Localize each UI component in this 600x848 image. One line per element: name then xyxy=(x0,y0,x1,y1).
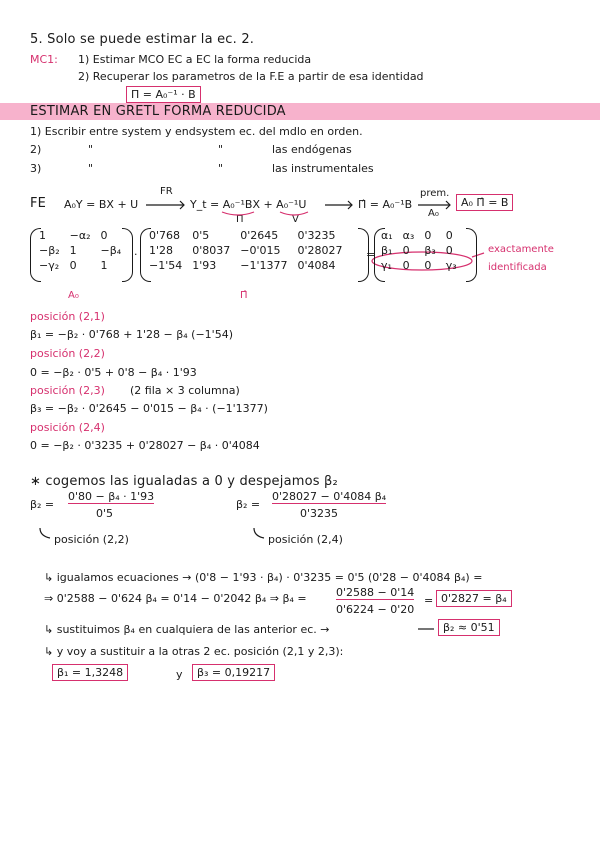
other-line: ↳ y voy a sustituir a la otras 2 ec. posición (2,1 y 2,3): xyxy=(44,645,344,658)
b2-result-box: β₂ ≈ 0'51 xyxy=(438,619,500,636)
equate-line-2: ⇒ 0'2588 − 0'624 β₄ = 0'14 − 0'2042 β₄ ⇒ β₄ = xyxy=(44,592,307,605)
underbrace-pi-icon xyxy=(222,212,254,215)
pos23-note: (2 fila × 3 columna) xyxy=(130,384,240,397)
b2-left-denominator: 0'5 xyxy=(96,507,114,520)
pi-hat-equation: Π̂ = A₀⁻¹B xyxy=(358,198,413,211)
mc1-step1: 1) Estimar MCO EC a EC la forma reducida xyxy=(78,53,312,66)
b2-right-lhs: β₂ = xyxy=(236,498,261,511)
gretl-step3-text: las instrumentales xyxy=(272,162,374,175)
b2-right-numerator: 0'28027 − 0'4084 β₄ xyxy=(272,490,387,503)
y-word: y xyxy=(176,668,183,681)
b4-result-box: 0'2827 = β₄ xyxy=(436,590,512,607)
equate-equals: = xyxy=(424,594,434,607)
matrix-a0: 1 −α₂ 0 −β₂ 1 −β₄ −γ₂ 0 1 xyxy=(39,229,122,272)
pos23-label: posición (2,3) xyxy=(30,384,105,397)
pos24-label: posición (2,4) xyxy=(30,421,105,434)
gretl-step2-num: 2) xyxy=(30,143,42,156)
ditto-mark: " xyxy=(88,143,94,156)
ditto-mark: " xyxy=(218,143,224,156)
equate-frac-den: 0'6224 − 0'20 xyxy=(336,603,415,616)
title-line: 5. Solo se puede estimar la ec. 2. xyxy=(30,32,255,47)
pos22-equation: 0 = −β₂ · 0'5 + 0'8 − β₄ · 1'93 xyxy=(30,366,197,379)
matrix-b-right-bracket xyxy=(466,228,477,282)
fe-label: FE xyxy=(30,196,47,211)
mc1-step2: 2) Recuperar los parametros de la F.E a partir de esa identidad xyxy=(78,70,424,83)
subst-line: ↳ sustituimos β₄ en cualquiera de las anterior ec. → xyxy=(44,623,330,636)
prem-sub: A₀ xyxy=(428,208,439,219)
exact-note-2: identificada xyxy=(488,262,547,273)
prem-label: prem. xyxy=(420,188,450,199)
b2-left-numerator: 0'80 − β₄ · 1'93 xyxy=(68,490,155,503)
identity-box: Π = A₀⁻¹ · B xyxy=(126,86,201,103)
fe-equation: A₀Y = BX + U xyxy=(64,198,139,211)
pos23-equation: β₃ = −β₂ · 0'2645 − 0'015 − β₄ · (−1'1377) xyxy=(30,402,268,415)
matrix-pi: 0'768 0'5 0'2645 0'3235 1'28 0'8037 −0'015 0'28027 −1'54 1'93 −1'1377 0'4084 xyxy=(149,229,343,272)
gretl-step2-text: las endógenas xyxy=(272,143,352,156)
fr-label: FR xyxy=(160,186,173,197)
ditto-mark: " xyxy=(88,162,94,175)
b2-left-ref: posición (2,2) xyxy=(54,533,129,546)
matrix-b: α₁ α₃ 0 0 β₁ 0 β₃ 0 γ₁ 0 0 γ₃ xyxy=(381,229,457,272)
ditto-mark: " xyxy=(218,162,224,175)
fr-equation: Y_t = A₀⁻¹BX + A₀⁻¹U xyxy=(190,198,307,211)
equate-frac-num: 0'2588 − 0'14 xyxy=(336,586,415,599)
matrix-pi-label: Π̂ xyxy=(240,290,248,301)
dot-operator: · xyxy=(134,248,138,261)
pos22-label: posición (2,2) xyxy=(30,347,105,360)
matrix-a0-label: A₀ xyxy=(68,290,79,301)
mc1-label: MC1: xyxy=(30,53,58,66)
b2-right-denominator: 0'3235 xyxy=(300,507,339,520)
gretl-step3-num: 3) xyxy=(30,162,42,175)
pos21-equation: β₁ = −β₂ · 0'768 + 1'28 − β₄ (−1'54) xyxy=(30,328,233,341)
star-note: ∗ cogemos las igualadas a 0 y despejamos β₂ xyxy=(30,474,338,489)
exact-note-1: exactamente xyxy=(488,244,554,255)
v-label: V xyxy=(292,214,299,225)
final-box: A₀ Π̂ = B xyxy=(456,194,513,211)
b2-left-lhs: β₂ = xyxy=(30,498,55,511)
section-heading: ESTIMAR EN GRETL FORMA REDUCIDA xyxy=(30,104,286,119)
gretl-step1: 1) Escribir entre system y endsystem ec. del mdlo en orden. xyxy=(30,125,363,138)
pos24-equation: 0 = −β₂ · 0'3235 + 0'28027 − β₄ · 0'4084 xyxy=(30,439,260,452)
pos21-label: posición (2,1) xyxy=(30,310,105,323)
equate-line-1: ↳ igualamos ecuaciones → (0'8 − 1'93 · β₄) · 0'3235 = 0'5 (0'28 − 0'4084 β₄) = xyxy=(44,571,483,584)
equals-sign: = xyxy=(366,248,376,261)
b1-result-box: β₁ = 1,3248 xyxy=(52,664,128,681)
pi-label: Π xyxy=(236,214,244,225)
underbrace-v-icon xyxy=(280,212,308,215)
matrix-a0-right-bracket xyxy=(122,228,133,282)
b2-right-ref: posición (2,4) xyxy=(268,533,343,546)
hook-arrow-icon xyxy=(40,528,50,538)
hook-arrow-icon xyxy=(254,528,264,538)
b3-result-box: β₃ = 0,19217 xyxy=(192,664,275,681)
